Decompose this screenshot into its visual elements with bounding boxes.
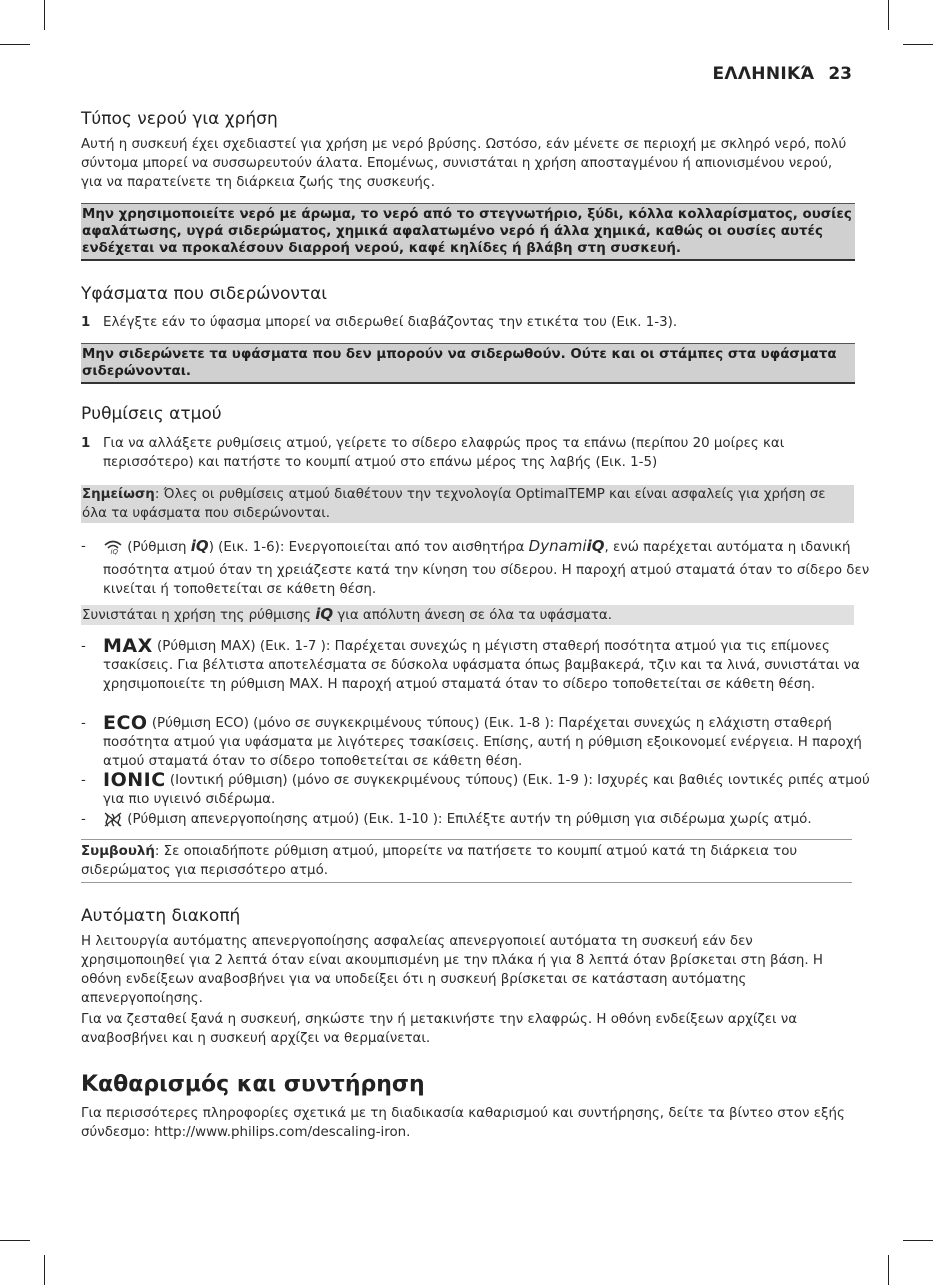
steam-tip: [81, 839, 852, 883]
step-number: 1: [81, 436, 91, 451]
step-number: 1: [81, 315, 91, 330]
ionic-symbol: IONIC: [103, 769, 166, 791]
dash-bullet: -: [81, 716, 86, 731]
fabrics-warning-box: Μην σιδερώνετε τα υφάσματα που δεν μπορούν να σιδερωθούν. Ούτε και οι στάμπες στα υφάσματα σιδερώνονται.: [81, 343, 855, 384]
dash-bullet: -: [81, 773, 86, 788]
dash-bullet: -: [81, 812, 86, 827]
tip-label: Συμβουλή: [81, 844, 155, 859]
dash-bullet: -: [81, 539, 86, 554]
page-header: [712, 64, 852, 84]
steam-step: [81, 434, 874, 472]
step-text: Για να αλλάξετε ρυθμίσεις ατμού, γείρετε το σίδερο ελαφρώς προς τα επάνω (περίπου 20 μοίρες και περισσότερο) και πατήστε το κουμπί ατμού στο επάνω μέρος της λαβής (Εικ. 1-5): [103, 436, 785, 470]
autooff-paragraph-2: Για να ζεσταθεί ξανά η συσκευή, σηκώστε την ή μετακινήστε την ελαφρώς. Η οθόνη ενδείξεων αρχίζει να αναβοσβήνει και η συσκευή αρχίζει να θερμαίνεται.: [81, 1012, 798, 1046]
dynamic-iq-mark: iQ: [586, 537, 605, 555]
max-symbol: MAX: [103, 635, 153, 657]
crop-mark: [888, 1255, 889, 1285]
note-label: Σημείωση: [82, 487, 155, 502]
dynamic-word: Dynami: [528, 537, 587, 555]
page-number: 23: [828, 64, 852, 84]
eco-text: (Ρύθμιση ECO) (μόνο σε συγκεκριμένους τύπους) (Εικ. 1-8 ): Παρέχεται συνεχώς η ελάχιστη σταθερή ποσότητα ατμού για υφάσματα με λιγότερες τσακίσεις. Επίσης, αυτή η ρύθμιση εξοικονομεί ενέργεια. Η παροχή ατμού σταματά όταν το σίδερο τοποθετείται σε κάθετη θέση.: [103, 716, 862, 769]
section-title-autooff: Αυτόματη διακοπή: [81, 906, 241, 926]
iq-rest-text: , ενώ παρέχεται αυτόματα η ιδανική ποσότητα ατμού όταν τη χρειάζεστε κατά την κίνηση του σίδερου. Η παροχή ατμού σταματά όταν το σίδερο δεν κινείται ή τοποθετείται σε κάθετη θέση.: [103, 540, 870, 597]
steam-item-iq: [81, 537, 874, 599]
crop-mark: [888, 0, 889, 30]
iq-post-text: ) (Εικ. 1-6): Ενεργοποιείται από τον αισθητήρα: [208, 540, 529, 555]
autooff-paragraph-1: Η λειτουργία αυτόματης απενεργοποίησης ασφαλείας απενεργοποιεί αυτόματα τη συσκευή εάν δεν χρησιμοποιηθεί για 2 λεπτά όταν είναι ακουμπισμένη με την πλάκα ή για 8 λεπτά όταν βρίσκεται στη βάση. Η οθόνη ενδείξεων αναβοσβήνει για να υποδείξει ότι η συσκευή βρίσκεται σε κατάσταση αυτόματης απενεργοποίησης.: [81, 934, 823, 1006]
svg-text:iQ: iQ: [110, 548, 118, 555]
cleaning-paragraph: Για περισσότερες πληροφορίες σχετικά με τη διαδικασία καθαρισμού και συντήρησης, δείτε τα βίντεο στον εξής σύνδεσμο: http://www.philips.com/descaling-iron.: [81, 1106, 845, 1140]
dash-bullet: -: [81, 639, 86, 654]
steam-off-icon: [103, 811, 123, 833]
steam-item-ionic: [81, 771, 874, 809]
water-warning-box: Μην χρησιμοποιείτε νερό με άρωμα, το νερό από το στεγνωτήριο, ξύδι, κόλλα κολλαρίσματος, ουσίες αφαλάτωσης, υγρά σιδερώματος, χημικά αφαλατωμένο νερό ή άλλα χημικά, καθώς οι ουσίες αυτές ενδέχεται να προκαλέσουν διαρροή νερού, καφέ κηλίδες ή βλάβη στη συσκευή.: [81, 203, 855, 261]
crop-mark: [0, 44, 30, 45]
step-text: Ελέγξτε εάν το ύφασμα μπορεί να σιδερωθεί διαβάζοντας την ετικέτα του (Εικ. 1-3).: [103, 315, 678, 330]
section-title-water: Τύπος νερού για χρήση: [81, 109, 278, 129]
crop-mark: [0, 1240, 30, 1241]
crop-mark: [44, 0, 45, 30]
section-title-cleaning: Καθαρισμός και συντήρηση: [81, 1072, 425, 1097]
crop-mark: [903, 44, 933, 45]
steam-item-eco: [81, 714, 874, 771]
recommend-note: [81, 605, 854, 625]
tip-text: : Σε οποιαδήποτε ρύθμιση ατμού, μπορείτε να πατήσετε το κουμπί ατμού κατά τη διάρκεια του σιδερώματος για περισσότερο ατμό.: [81, 844, 798, 878]
note-text: : Όλες οι ρυθμίσεις ατμού διαθέτουν την τεχνολογία OptimalTEMP και είναι ασφαλείς για χρήση σε όλα τα υφάσματα που σιδερώνονται.: [82, 487, 826, 521]
rec-post-text: για απόλυτη άνεση σε όλα τα υφάσματα.: [333, 608, 612, 623]
crop-mark: [903, 1240, 933, 1241]
fabrics-step: [81, 313, 874, 332]
rec-iq-mark: iQ: [315, 605, 334, 623]
max-text: (Ρύθμιση MAX) (Εικ. 1-7 ): Παρέχεται συνεχώς η μέγιστη σταθερή ποσότητα ατμού για τις επίμονες τσακίσεις. Για βέλτιστα αποτελέσματα σε δύσκολα υφάσματα όπως βαμβακερά, τζιν και τα λινά, συνιστάται να χρησιμοποιείτε τη ρύθμιση MAX. Η παροχή ατμού σταματά όταν το σίδερο τοποθετείται σε κάθετη θέση.: [103, 639, 860, 692]
ionic-text: (Ιοντική ρύθμιση) (μόνο σε συγκεκριμένους τύπους) (Εικ. 1-9 ): Ισχυρές και βαθιές ιοντικές ριπές ατμού για πιο υγιεινό σιδέρωμα.: [103, 773, 870, 807]
rec-pre-text: Συνιστάται η χρήση της ρύθμισης: [82, 608, 316, 623]
language-label: ΕΛΛΗΝΙΚΆ: [712, 64, 815, 84]
eco-symbol: ECO: [103, 712, 148, 734]
steam-note: [81, 485, 854, 523]
crop-mark: [44, 1255, 45, 1285]
off-text: (Ρύθμιση απενεργοποίησης ατμού) (Εικ. 1-10 ): Επιλέξτε αυτήν τη ρύθμιση για σιδέρωμα χωρίς ατμό.: [123, 812, 812, 827]
iq-pre-text: (Ρύθμιση: [123, 540, 191, 555]
section-title-steam: Ρυθμίσεις ατμού: [81, 404, 222, 424]
water-paragraph: Αυτή η συσκευή έχει σχεδιαστεί για χρήση με νερό βρύσης. Ωστόσο, εάν μένετε σε περιοχή με σκληρό νερό, πολύ σύντομα μπορεί να συσσωρευτούν άλατα. Επομένως, συνιστάται η χρήση αποσταγμένου ή απιονισμένου νερού, για να παρατείνετε τη διάρκεια ζωής της συσκευής.: [81, 137, 847, 190]
iq-steam-icon: [103, 539, 123, 561]
steam-item-off: [81, 810, 874, 833]
steam-item-max: [81, 637, 874, 694]
iq-mark: iQ: [190, 537, 209, 555]
section-title-fabrics: Υφάσματα που σιδερώνονται: [81, 284, 328, 304]
